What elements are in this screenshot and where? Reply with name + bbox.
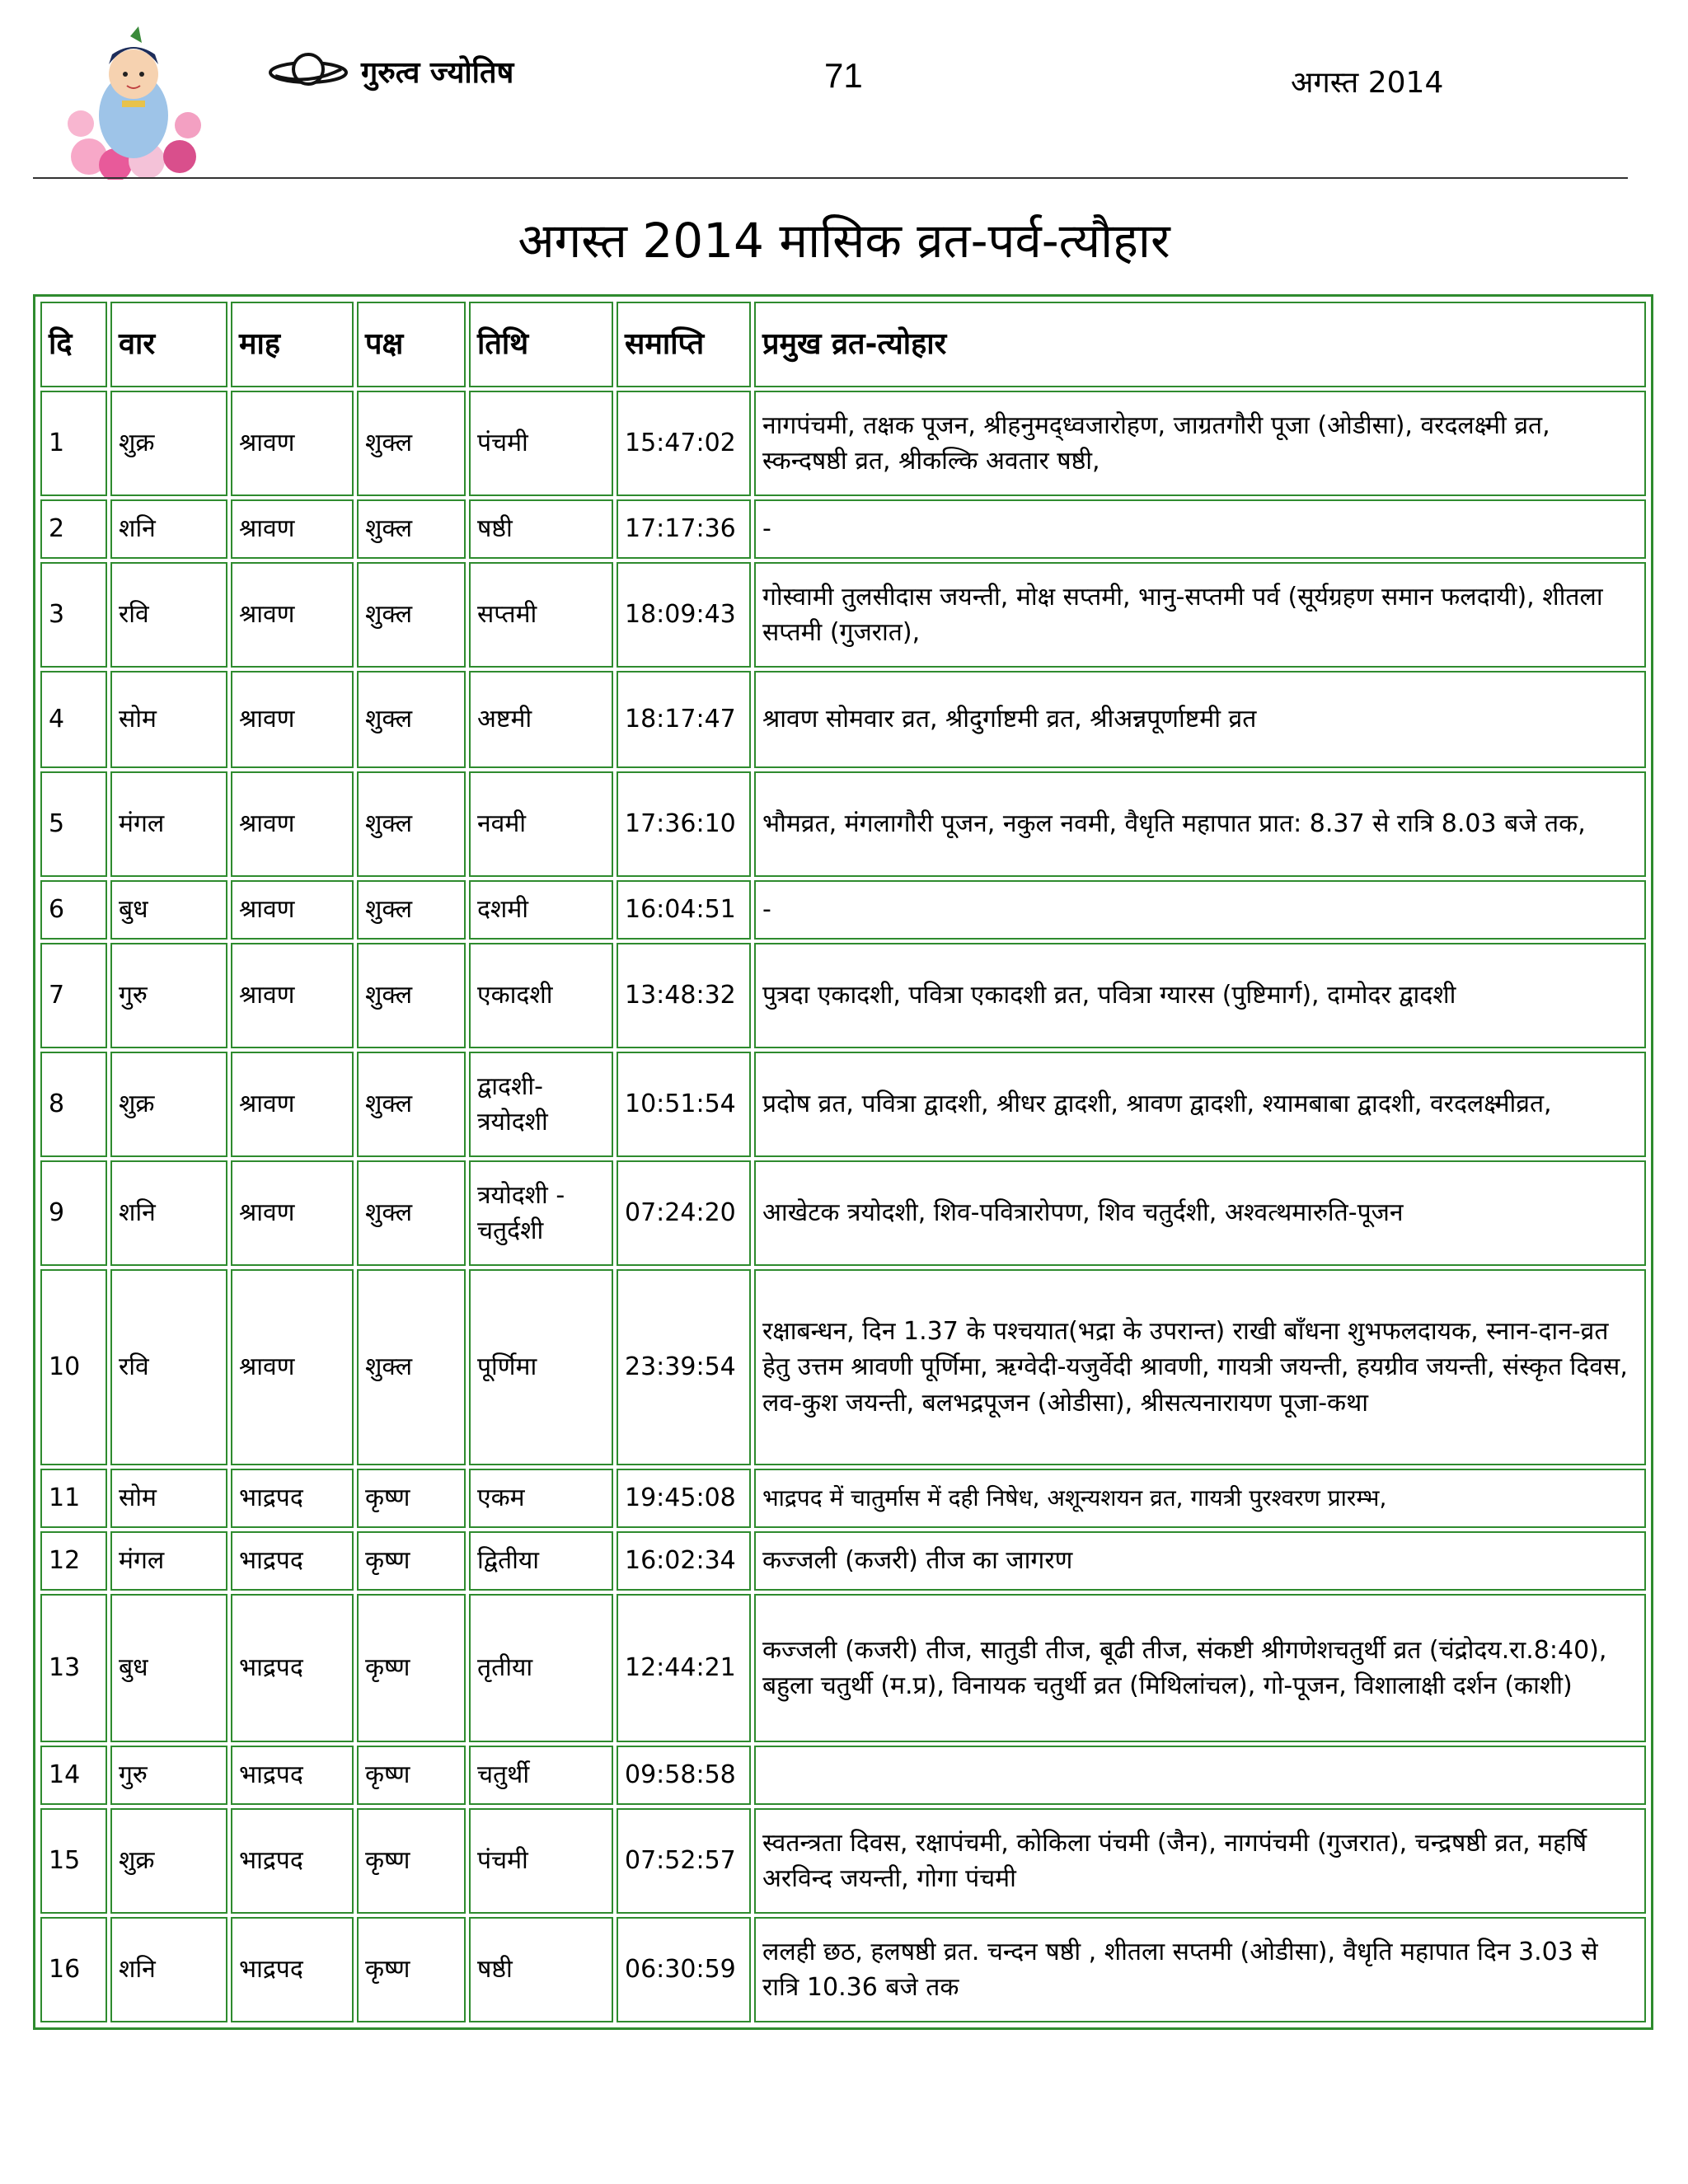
- cell-day: 1: [40, 391, 107, 496]
- cell-tithi: दशमी: [469, 880, 613, 940]
- cell-end-time: 17:17:36: [617, 499, 751, 559]
- cell-events: नागपंचमी, तक्षक पूजन, श्रीहनुमद्ध्वजारोहण, जाग्रतगौरी पूजा (ओडीसा), वरदलक्ष्मी व्रत, स्कन्दषष्ठी व्रत, श्रीकल्कि अवतार षष्ठी,: [754, 391, 1646, 496]
- cell-month: भाद्रपद: [231, 1594, 354, 1742]
- column-header: माह: [231, 302, 354, 387]
- cell-month: श्रावण: [231, 391, 354, 496]
- cell-paksha: कृष्ण: [357, 1531, 466, 1591]
- cell-weekday: गुरु: [110, 1746, 227, 1805]
- cell-month: श्रावण: [231, 562, 354, 668]
- cell-day: 16: [40, 1917, 107, 2022]
- table-row: [40, 671, 1646, 768]
- cell-day: 9: [40, 1160, 107, 1266]
- column-header: दि: [40, 302, 107, 387]
- cell-month: भाद्रपद: [231, 1917, 354, 2022]
- cell-tithi: चतुर्थी: [469, 1746, 613, 1805]
- cell-day: 12: [40, 1531, 107, 1591]
- cell-paksha: कृष्ण: [357, 1469, 466, 1528]
- table-row: [40, 1746, 1646, 1805]
- table-row: [40, 1052, 1646, 1157]
- cell-tithi: अष्टमी: [469, 671, 613, 768]
- cell-end-time: 23:39:54: [617, 1269, 751, 1465]
- cell-month: श्रावण: [231, 671, 354, 768]
- cell-day: 2: [40, 499, 107, 559]
- cell-day: 13: [40, 1594, 107, 1742]
- cell-weekday: रवि: [110, 562, 227, 668]
- table-row: [40, 1160, 1646, 1266]
- cell-end-time: 19:45:08: [617, 1469, 751, 1528]
- cell-end-time: 15:47:02: [617, 391, 751, 496]
- cell-weekday: शुक्र: [110, 1052, 227, 1157]
- cell-tithi: त्रयोदशी - चतुर्दशी: [469, 1160, 613, 1266]
- cell-events: -: [754, 880, 1646, 940]
- cell-events: गोस्वामी तुलसीदास जयन्ती, मोक्ष सप्तमी, भानु-सप्तमी पर्व (सूर्यग्रहण समान फलदायी), शीतला सप्तमी (गुजरात),: [754, 562, 1646, 668]
- cell-paksha: शुक्ल: [357, 391, 466, 496]
- cell-end-time: 18:17:47: [617, 671, 751, 768]
- cell-end-time: 07:24:20: [617, 1160, 751, 1266]
- cell-end-time: 13:48:32: [617, 943, 751, 1048]
- cell-end-time: 10:51:54: [617, 1052, 751, 1157]
- cell-tithi: पंचमी: [469, 1808, 613, 1914]
- festival-table-frame: [33, 294, 1653, 2030]
- cell-day: 11: [40, 1469, 107, 1528]
- cell-end-time: 09:58:58: [617, 1746, 751, 1805]
- cell-tithi: द्वितीया: [469, 1531, 613, 1591]
- cell-weekday: रवि: [110, 1269, 227, 1465]
- cell-paksha: कृष्ण: [357, 1746, 466, 1805]
- cell-day: 8: [40, 1052, 107, 1157]
- cell-end-time: 07:52:57: [617, 1808, 751, 1914]
- cell-tithi: सप्तमी: [469, 562, 613, 668]
- cell-events: रक्षाबन्धन, दिन 1.37 के पश्चयात(भद्रा के उपरान्त) राखी बाँधना शुभफलदायक, स्नान-दान-व्रत हेतु उत्तम श्रावणी पूर्णिमा, ऋग्वेदी-यजुर्वेदी श्रावणी, गायत्री जयन्ती, हयग्रीव जयन्ती, संस्कृत दिवस, लव-कुश जयन्ती, बलभद्रपूजन (ओडीसा), श्रीसत्यनारायण पूजा-कथा: [754, 1269, 1646, 1465]
- cell-paksha: शुक्ल: [357, 671, 466, 768]
- cell-paksha: कृष्ण: [357, 1917, 466, 2022]
- header-divider: [33, 177, 1628, 179]
- cell-month: भाद्रपद: [231, 1808, 354, 1914]
- cell-paksha: शुक्ल: [357, 943, 466, 1048]
- table-row: [40, 1269, 1646, 1465]
- cell-paksha: शुक्ल: [357, 771, 466, 877]
- column-header: तिथि: [469, 302, 613, 387]
- cell-paksha: शुक्ल: [357, 1052, 466, 1157]
- table-row: [40, 1594, 1646, 1742]
- cell-day: 5: [40, 771, 107, 877]
- cell-weekday: शुक्र: [110, 391, 227, 496]
- cell-weekday: सोम: [110, 671, 227, 768]
- cell-end-time: 18:09:43: [617, 562, 751, 668]
- cell-weekday: बुध: [110, 1594, 227, 1742]
- cell-day: 3: [40, 562, 107, 668]
- cell-month: श्रावण: [231, 1160, 354, 1266]
- cell-paksha: शुक्ल: [357, 562, 466, 668]
- table-row: [40, 499, 1646, 559]
- cell-tithi: पूर्णिमा: [469, 1269, 613, 1465]
- cell-day: 15: [40, 1808, 107, 1914]
- cell-end-time: 06:30:59: [617, 1917, 751, 2022]
- cell-paksha: कृष्ण: [357, 1808, 466, 1914]
- cell-tithi: एकम: [469, 1469, 613, 1528]
- cell-month: भाद्रपद: [231, 1746, 354, 1805]
- column-header: प्रमुख व्रत-त्योहार: [754, 302, 1646, 387]
- cell-paksha: कृष्ण: [357, 1594, 466, 1742]
- table-row: [40, 1531, 1646, 1591]
- brand: [265, 48, 513, 94]
- table-row: [40, 1469, 1646, 1528]
- cell-end-time: 16:04:51: [617, 880, 751, 940]
- cell-day: 4: [40, 671, 107, 768]
- cell-events: कज्जली (कजरी) तीज, सातुडी तीज, बूढी तीज, संकष्टी श्रीगणेशचतुर्थी व्रत (चंद्रोदय.रा.8:40), बहुला चतुर्थी (म.प्र), विनायक चतुर्थी व्रत (मिथिलांचल), गो-पूजन, विशालाक्षी दर्शन (काशी): [754, 1594, 1646, 1742]
- cell-tithi: नवमी: [469, 771, 613, 877]
- table-row: [40, 562, 1646, 668]
- column-header: पक्ष: [357, 302, 466, 387]
- cell-end-time: 17:36:10: [617, 771, 751, 877]
- cell-weekday: मंगल: [110, 771, 227, 877]
- cell-weekday: सोम: [110, 1469, 227, 1528]
- cell-weekday: शनि: [110, 1917, 227, 2022]
- table-row: [40, 771, 1646, 877]
- table-row: [40, 1808, 1646, 1914]
- page-number: 71: [824, 56, 863, 95]
- cell-events: आखेटक त्रयोदशी, शिव-पवित्रारोपण, शिव चतुर्दशी, अश्वत्थमारुति-पूजन: [754, 1160, 1646, 1266]
- cell-events: पुत्रदा एकादशी, पवित्रा एकादशी व्रत, पवित्रा ग्यारस (पुष्टिमार्ग), दामोदर द्वादशी: [754, 943, 1646, 1048]
- cell-events: -: [754, 499, 1646, 559]
- cell-month: श्रावण: [231, 880, 354, 940]
- cell-month: भाद्रपद: [231, 1469, 354, 1528]
- cell-events: [754, 1746, 1646, 1805]
- cell-end-time: 16:02:34: [617, 1531, 751, 1591]
- cell-day: 7: [40, 943, 107, 1048]
- cell-weekday: गुरु: [110, 943, 227, 1048]
- cell-month: श्रावण: [231, 943, 354, 1048]
- cell-weekday: शुक्र: [110, 1808, 227, 1914]
- cell-tithi: षष्ठी: [469, 499, 613, 559]
- cell-weekday: मंगल: [110, 1531, 227, 1591]
- page-title: अगस्त 2014 मासिक व्रत-पर्व-त्यौहार: [518, 213, 1170, 269]
- cell-tithi: षष्ठी: [469, 1917, 613, 2022]
- cell-month: श्रावण: [231, 1269, 354, 1465]
- planet-icon: [265, 48, 351, 94]
- cell-end-time: 12:44:21: [617, 1594, 751, 1742]
- cell-tithi: पंचमी: [469, 391, 613, 496]
- cell-tithi: द्वादशी-त्रयोदशी: [469, 1052, 613, 1157]
- cell-tithi: एकादशी: [469, 943, 613, 1048]
- table-header-row: [40, 302, 1646, 387]
- table-row: [40, 1917, 1646, 2022]
- cell-month: भाद्रपद: [231, 1531, 354, 1591]
- column-header: समाप्ति: [617, 302, 751, 387]
- cell-tithi: तृतीया: [469, 1594, 613, 1742]
- cell-weekday: बुध: [110, 880, 227, 940]
- cell-events: श्रावण सोमवार व्रत, श्रीदुर्गाष्टमी व्रत, श्रीअन्नपूर्णाष्टमी व्रत: [754, 671, 1646, 768]
- cell-paksha: शुक्ल: [357, 1269, 466, 1465]
- cell-paksha: शुक्ल: [357, 499, 466, 559]
- table-row: [40, 880, 1646, 940]
- column-header: वार: [110, 302, 227, 387]
- header-date: अगस्त 2014: [1291, 66, 1444, 100]
- cell-paksha: शुक्ल: [357, 1160, 466, 1266]
- brand-name: गुरुत्व ज्योतिष: [361, 55, 514, 90]
- cell-day: 14: [40, 1746, 107, 1805]
- cell-paksha: शुक्ल: [357, 880, 466, 940]
- cell-month: श्रावण: [231, 1052, 354, 1157]
- table-row: [40, 943, 1646, 1048]
- cell-month: श्रावण: [231, 771, 354, 877]
- cell-events: कज्जली (कजरी) तीज का जागरण: [754, 1531, 1646, 1591]
- cell-events: प्रदोष व्रत, पवित्रा द्वादशी, श्रीधर द्वादशी, श्रावण द्वादशी, श्यामबाबा द्वादशी, वरदलक्ष्मीव्रत,: [754, 1052, 1646, 1157]
- cell-day: 10: [40, 1269, 107, 1465]
- cell-day: 6: [40, 880, 107, 940]
- table-row: [40, 391, 1646, 496]
- cell-events: स्वतन्त्रता दिवस, रक्षापंचमी, कोकिला पंचमी (जैन), नागपंचमी (गुजरात), चन्द्रषष्ठी व्रत, महर्षि अरविन्द जयन्ती, गोगा पंचमी: [754, 1808, 1646, 1914]
- cell-weekday: शनि: [110, 1160, 227, 1266]
- cell-events: भौमव्रत, मंगलागौरी पूजन, नकुल नवमी, वैधृति महापात प्रात: 8.37 से रात्रि 8.03 बजे तक,: [754, 771, 1646, 877]
- cell-events: ललही छठ, हलषष्ठी व्रत. चन्दन षष्ठी , शीतला सप्तमी (ओडीसा), वैधृति महापात दिन 3.03 से रात्रि 10.36 बजे तक: [754, 1917, 1646, 2022]
- festival-table: [37, 298, 1649, 2026]
- cell-month: श्रावण: [231, 499, 354, 559]
- cell-events: भाद्रपद में चातुर्मास में दही निषेध, अशून्यशयन व्रत, गायत्री पुरश्वरण प्रारम्भ,: [754, 1469, 1646, 1528]
- cell-weekday: शनि: [110, 499, 227, 559]
- krishna-logo-image: [64, 25, 203, 180]
